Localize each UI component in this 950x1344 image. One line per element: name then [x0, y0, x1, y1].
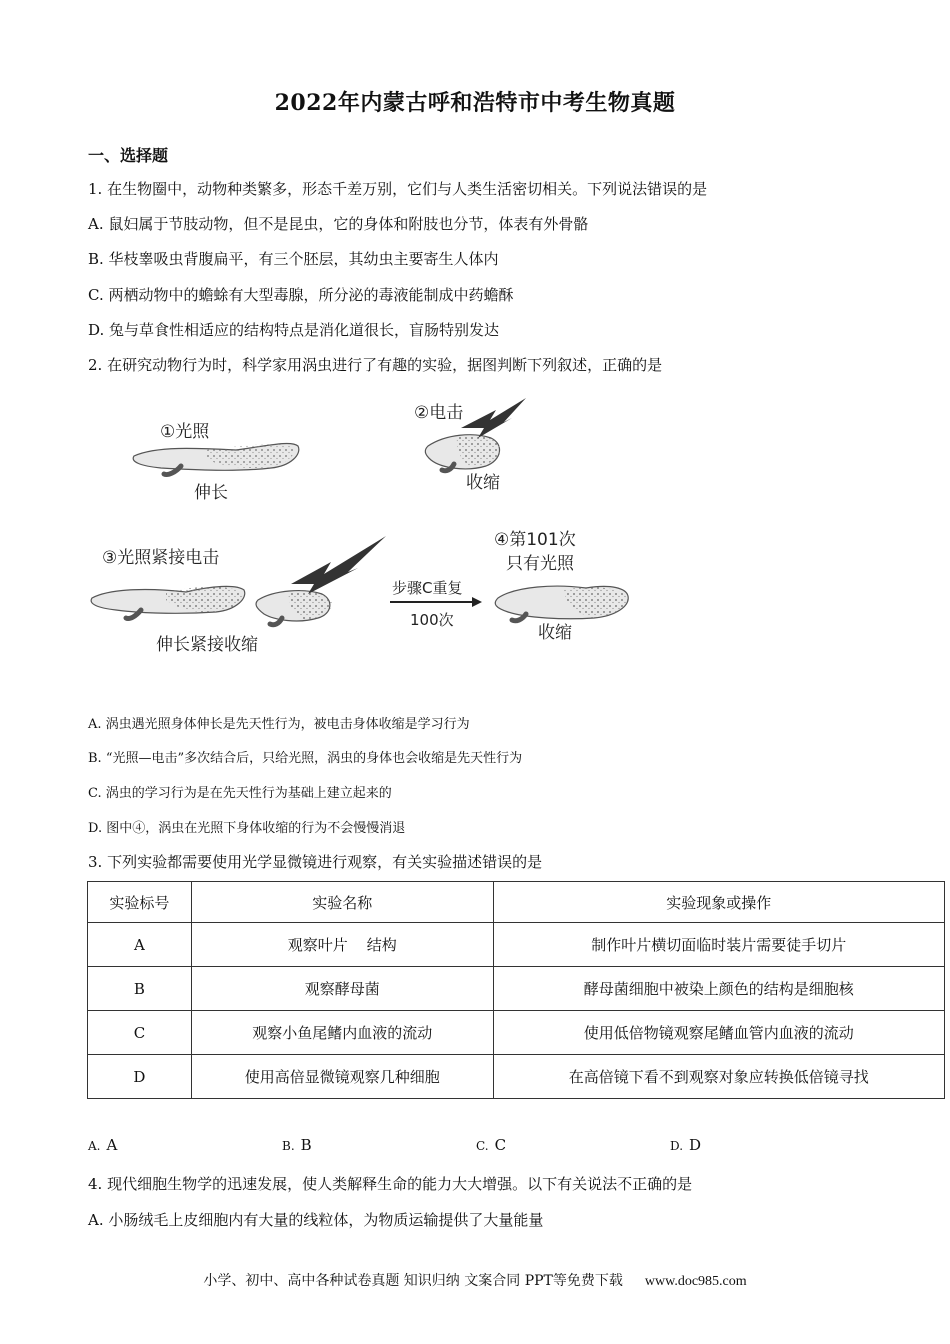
table-header: 实验名称	[191, 882, 493, 923]
table-cell: 制作叶片横切面临时装片需要徒手切片	[493, 923, 944, 967]
choice-value: A	[106, 1136, 118, 1154]
step-3-label: ③光照紧接电击	[102, 548, 220, 568]
table-row	[88, 923, 945, 967]
choice-value: B	[300, 1136, 312, 1154]
question-4-stem: 4. 现代细胞生物学的迅速发展，使人类解释生命的能力大大增强。以下有关说法不正确的是	[88, 1175, 693, 1193]
table-cell: 观察叶片 结构	[191, 923, 493, 967]
step-3-caption: 伸长紧接收缩	[156, 635, 258, 655]
section-heading: 一、选择题	[88, 146, 169, 165]
question-4-option-a: A. 小肠绒毛上皮细胞内有大量的线粒体，为物质运输提供了大量能量	[88, 1211, 544, 1229]
question-1-stem: 1. 在生物圈中，动物种类繁多，形态千差万别，它们与人类生活密切相关。下列说法错误的是	[88, 180, 708, 198]
question-1-option-c: C. 两栖动物中的蟾蜍有大型毒腺，所分泌的毒液能制成中药蟾酥	[88, 286, 514, 304]
table-cell: 酵母菌细胞中被染上颜色的结构是细胞核	[493, 967, 944, 1011]
table-cell: D	[88, 1055, 192, 1099]
question-1-option-b: B. 华枝睾吸虫背腹扁平，有三个胚层，其幼虫主要寄生人体内	[88, 250, 499, 268]
question-3-stem: 3. 下列实验都需要使用光学显微镜进行观察，有关实验描述错误的是	[88, 853, 543, 871]
lightning-bolt-icon	[291, 536, 386, 594]
table-header: 实验现象或操作	[493, 882, 944, 923]
footer-link[interactable]: www.doc985.com	[644, 1274, 747, 1289]
table-cell: A	[88, 923, 192, 967]
worm-stretched-icon	[91, 586, 245, 618]
step-2-caption: 收缩	[466, 473, 500, 493]
step-4-caption: 收缩	[538, 623, 572, 643]
arrow-right-icon	[390, 597, 482, 607]
page-footer	[0, 1270, 950, 1290]
choice-key: D.	[670, 1139, 684, 1153]
experiment-table	[87, 881, 945, 1099]
worm-stretched-icon	[133, 443, 299, 474]
question-1-option-a: A. 鼠妇属于节肢动物，但不是昆虫，它的身体和附肢也分节，体表有外骨骼	[88, 215, 589, 233]
question-2-option-c: C. 涡虫的学习行为是在先天性行为基础上建立起来的	[88, 786, 392, 801]
choice-a	[88, 1136, 117, 1154]
step-1-caption: 伸长	[194, 483, 228, 503]
table-header: 实验标号	[88, 882, 192, 923]
table-header-row	[88, 882, 945, 923]
question-1-option-d: D. 兔与草食性相适应的结构特点是消化道很长，盲肠特别发达	[88, 321, 500, 339]
table-cell: 观察酵母菌	[191, 967, 493, 1011]
footer-text: 小学、初中、高中各种试卷真题 知识归纳 文案合同 PPT等免费下载	[203, 1273, 623, 1289]
table-cell: B	[88, 967, 192, 1011]
question-2-option-d: D. 图中④，涡虫在光照下身体收缩的行为不会慢慢消退	[88, 821, 406, 836]
choice-key: B.	[282, 1139, 295, 1153]
choice-key: A.	[88, 1139, 101, 1153]
step-4-label-line-1: ④第101次	[494, 530, 576, 550]
table-cell: 观察小鱼尾鳍内血液的流动	[191, 1011, 493, 1055]
table-row	[88, 1011, 945, 1055]
table-cell: 在高倍镜下看不到观察对象应转换低倍镜寻找	[493, 1055, 944, 1099]
table-row	[88, 1055, 945, 1099]
choice-key: C.	[476, 1139, 489, 1153]
step-4-label-line-2: 只有光照	[506, 554, 574, 574]
step-2-label: ②电击	[414, 403, 464, 423]
arrow-bottom-label: 100次	[410, 611, 454, 629]
question-2-option-a: A. 涡虫遇光照身体伸长是先天性行为，被电击身体收缩是学习行为	[88, 717, 470, 732]
choice-b	[282, 1136, 312, 1154]
page-title: 2022年内蒙古呼和浩特市中考生物真题	[274, 90, 676, 116]
choice-d	[670, 1136, 701, 1154]
question-2-option-b: B. “光照—电击”多次结合后，只给光照，涡虫的身体也会收缩是先天性行为	[88, 751, 523, 766]
worm-contracted-icon	[425, 435, 500, 471]
table-cell: C	[88, 1011, 192, 1055]
arrow-top-label: 步骤C重复	[392, 579, 463, 597]
step-1-label: ①光照	[160, 422, 210, 442]
worm-contracted-icon	[256, 591, 332, 625]
worm-contracted-icon	[495, 586, 628, 621]
choice-value: C	[494, 1136, 507, 1154]
question-2-stem: 2. 在研究动物行为时，科学家用涡虫进行了有趣的实验，据图判断下列叙述，正确的是	[88, 356, 663, 374]
choice-value: D	[689, 1136, 702, 1154]
table-row	[88, 967, 945, 1011]
choice-c	[476, 1136, 506, 1154]
table-cell: 使用高倍显微镜观察几种细胞	[191, 1055, 493, 1099]
table-cell: 使用低倍物镜观察尾鳍血管内血液的流动	[493, 1011, 944, 1055]
lightning-bolt-icon	[461, 398, 526, 438]
planarian-experiment-figure	[86, 388, 646, 678]
